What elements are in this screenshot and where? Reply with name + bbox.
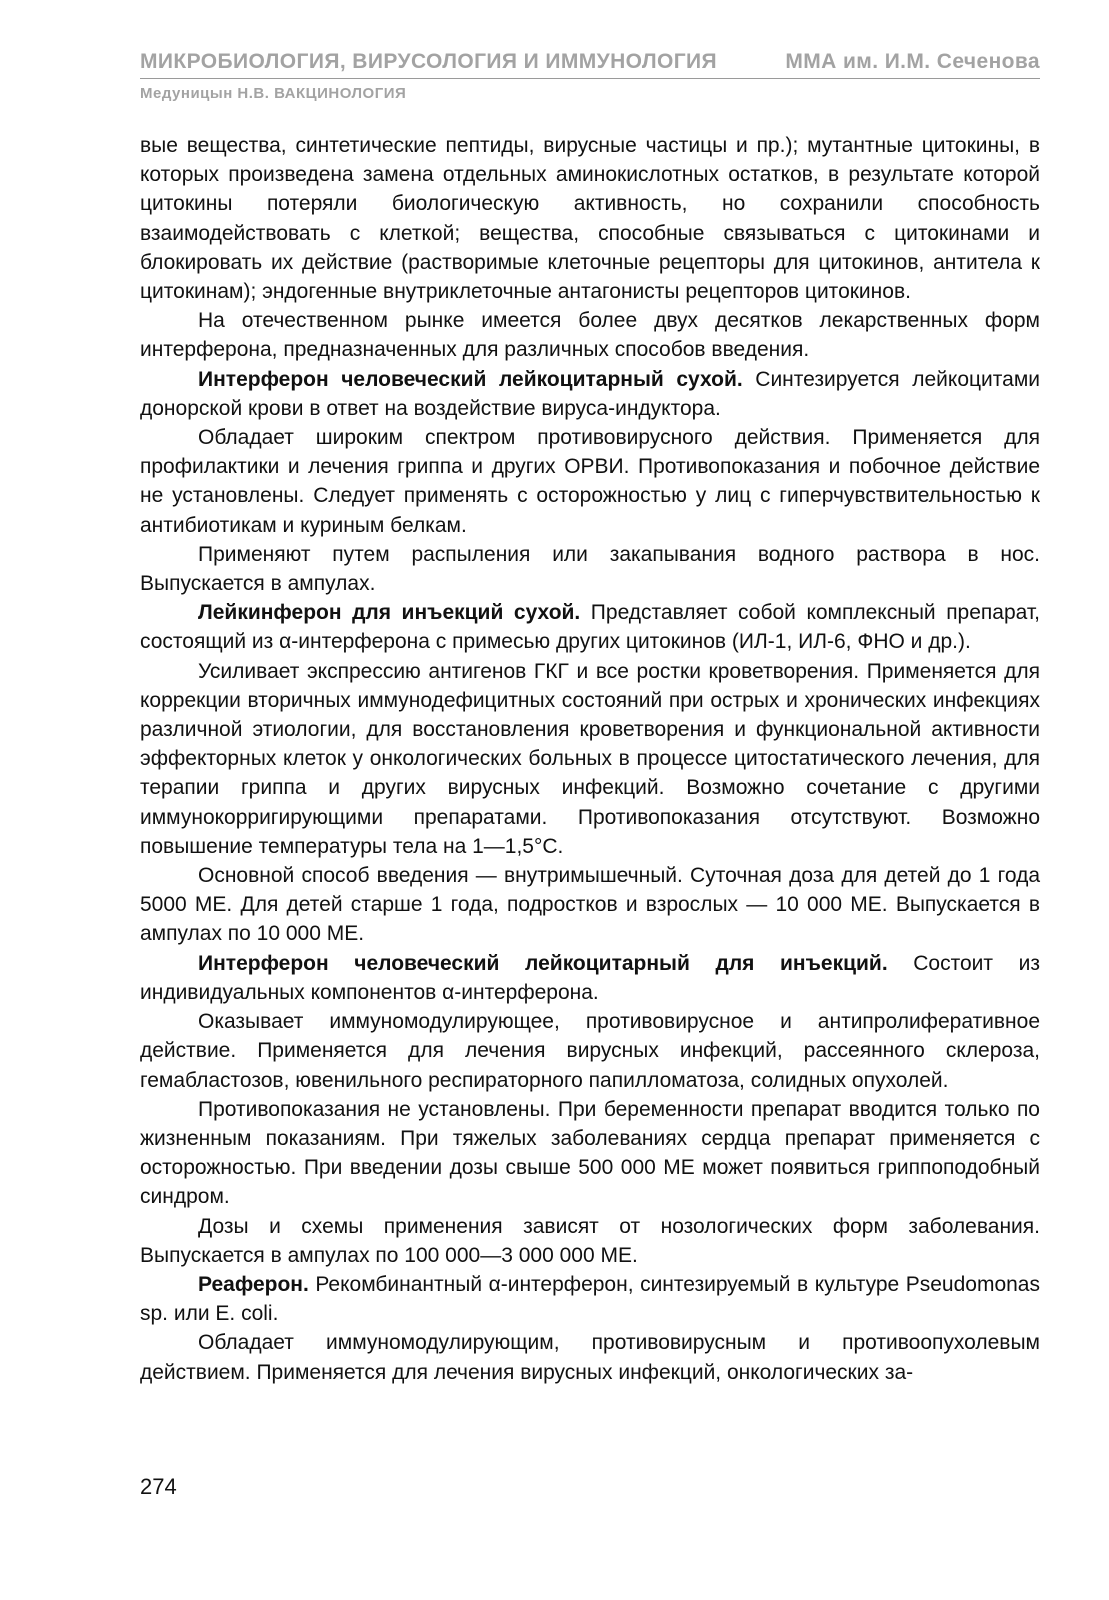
header-book-series-title: МИКРОБИОЛОГИЯ, ВИРУСОЛОГИЯ И ИММУНОЛОГИЯ xyxy=(140,50,718,73)
paragraph-8: Основной способ введения — внутримышечный. Суточная доза для детей до 1 года 5000 МЕ. Для детей старше 1 года, подростков и взрослых — 10 000 МЕ. Выпускается в ампулах по 10 000 МЕ. xyxy=(140,864,1040,946)
header-top-row xyxy=(140,50,1040,79)
paragraph-9: Интерферон человеческий лейкоцитарный для инъекций. Состоит из индивидуальных компонентов α-интерферона. xyxy=(140,951,1040,1004)
paragraph-1: вые вещества, синтетические пептиды, вирусные частицы и пр.); мутантные цитокины, в которых произведена замена отдельных аминокислотных остатков, в результате которой цитокины потеряли биологическую активность, но сохранили способность взаимодействовать с клеткой; вещества, способные связываться с цитокинами и блокировать их действие (растворимые клеточные рецепторы для цитокинов, антитела к цитокинам); эндогенные внутриклеточные антагонисты рецепторов цитокинов. xyxy=(140,134,1040,304)
paragraph-11: Противопоказания не установлены. При беременности препарат вводится только по жизненным показаниям. При тяжелых заболеваниях сердца препарат применяется с осторожностью. При введении дозы свыше 500 000 МЕ может появиться гриппоподобный синдром. xyxy=(140,1097,1040,1209)
paragraph-6: Лейкинферон для инъекций сухой. Представляет собой комплексный препарат, состоящий из α-интерферона с примесью других цитокинов (ИЛ-1, ИЛ-6, ФНО и др.). xyxy=(140,601,1040,654)
paragraph-14: Обладает иммуномодулирующим, противовирусным и противоопухолевым действием. Применяется для лечения вирусных инфекций, онкологических за- xyxy=(140,1331,1040,1384)
paragraph-5: Применяют путем распыления или закапывания водного раствора в нос. Выпускается в ампулах. xyxy=(140,542,1040,596)
drug-name: Интерферон человеческий лейкоцитарный для инъекций. xyxy=(198,951,888,975)
paragraph-4: Обладает широким спектром противовирусного действия. Применяется для профилактики и лечения гриппа и других ОРВИ. Противопоказания и побочное действие не установлены. Следует применять с осторожностью у лиц с гиперчувствительностью к антибиотикам и куриным белкам. xyxy=(140,426,1040,537)
drug-name: Интерферон человеческий лейкоцитарный сухой. xyxy=(198,367,743,391)
paragraph-3: Интерферон человеческий лейкоцитарный сухой. Синтезируется лейкоцитами донорской крови в ответ на воздействие вируса-индуктора. xyxy=(140,367,1040,420)
header-institution: ММА им. И.М. Сеченова xyxy=(785,50,1040,73)
page-number: 274 xyxy=(140,1474,177,1499)
paragraph-2: На отечественном рынке имеется более двух десятков лекарственных форм интерферона, предназначенных для различных способов введения. xyxy=(140,309,1040,362)
drug-name: Лейкинферон для инъекций сухой. xyxy=(198,601,581,625)
paragraph-12: Дозы и схемы применения зависят от нозологических форм заболевания. Выпускается в ампулах по 100 000—3 000 000 МЕ. xyxy=(140,1214,1040,1267)
running-header xyxy=(140,50,1040,102)
header-author-book-title: Медуницын Н.В. ВАКЦИНОЛОГИЯ xyxy=(140,85,407,102)
paragraph-10: Оказывает иммуномодулирующее, противовирусное и антипролиферативное действие. Применяется для лечения вирусных инфекций, рассеянного склероза, гемабластозов, ювенильного респираторного папилломатоза, солидных опухолей. xyxy=(140,1010,1040,1092)
drug-name: Реаферон. xyxy=(198,1272,309,1296)
paragraph-7: Усиливает экспрессию антигенов ГКГ и все ростки кроветворения. Применяется для коррекции вторичных иммунодефицитных состояний при острых и хронических инфекциях различной этиологии, для восстановления кроветворения и функциональной активности эффекторных клеток у онкологических больных в процессе цитостатического лечения, для терапии гриппа и других вирусных инфекций. Возможно сочетание с другими иммунокорригирующими препаратами. Противопоказания отсутствуют. Возможно повышение температуры тела на 1—1,5°С. xyxy=(140,659,1040,858)
body-text xyxy=(140,131,1040,1387)
paragraph-13: Реаферон. Рекомбинантный α-интерферон, синтезируемый в культуре Pseudomonas sp. или E. coli. xyxy=(140,1272,1040,1326)
